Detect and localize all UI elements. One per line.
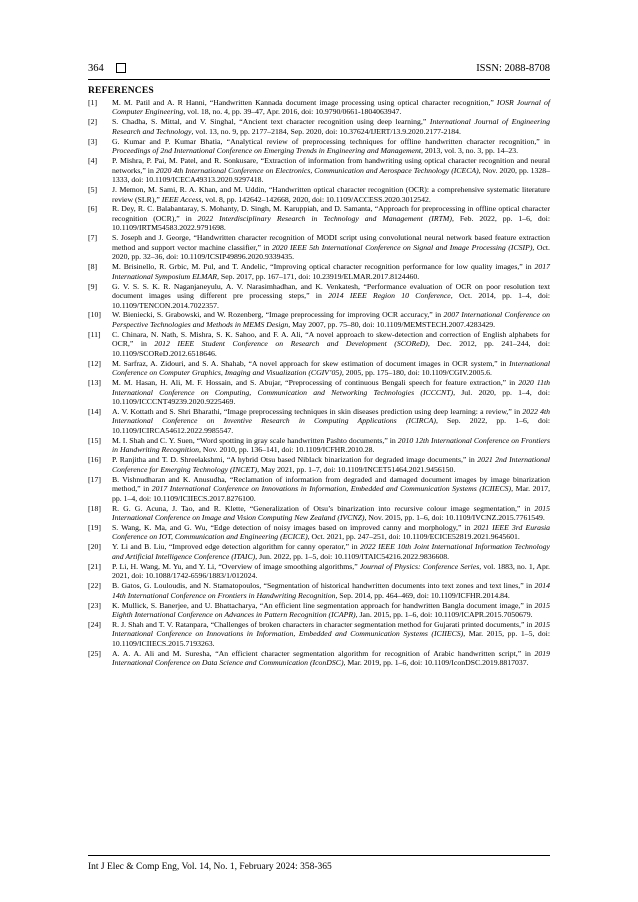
reference-number: [9] [88, 281, 98, 291]
reference-venue: 2015 International Conference on Innovations in Information, Embedded and Communication Systems (ICIIECS) [112, 619, 550, 639]
reference-venue: 2021 2nd International Conference for Emerging Technology (INCET) [112, 455, 550, 474]
reference-text [112, 562, 550, 581]
reference-details: , Oct. 2014, pp. 1–4, doi: 10.1109/TENCON.2014.7022357. [112, 291, 551, 310]
reference-details: , vol. 13, no. 9, pp. 2177–2184, Sep. 2020, doi: 10.37624/IJERT/13.9.2020.2177-2184. [191, 126, 461, 136]
reference-text [112, 620, 550, 648]
reference-text [112, 475, 550, 503]
reference-text [112, 359, 550, 378]
reference-venue: 2017 International Conference on Innovations in Information, Embedded and Communication Systems (ICIIECS) [151, 484, 512, 494]
reference-item [88, 262, 550, 281]
reference-body: S. Wang, K. Ma, and G. Wu, “Edge detection of noisy images based on improved canny and morphology,” in [112, 522, 474, 532]
reference-number: [24] [88, 619, 101, 629]
reference-details: , May 2007, pp. 75–80, doi: 10.1109/MEMSTECH.2007.4283429. [288, 319, 496, 329]
reference-venue: 2019 International Conference on Data Science and Communication (IconDSC) [112, 648, 550, 668]
reference-venue: 2020 IEEE 5th International Conference on Signal and Image Processing (ICSIP) [271, 242, 533, 252]
reference-text [112, 407, 550, 435]
reference-text [112, 581, 550, 600]
reference-details: , Jan. 2015, pp. 1–6, doi: 10.1109/ICAPR.2015.7050679. [355, 610, 533, 620]
reference-item [88, 378, 550, 406]
reference-body: R. G. G. Acuna, J. Tao, and R. Klette, “Generalization of Otsu’s binarization into recursive colour image segmentation,” in [112, 503, 535, 513]
reference-details: , Sep. 2017, pp. 167–171, doi: 10.23919/ELMAR.2017.8124460. [217, 271, 420, 281]
reference-item [88, 98, 550, 117]
reference-number: [12] [88, 358, 101, 368]
reference-text [112, 282, 550, 310]
reference-text [112, 185, 550, 204]
reference-number: [23] [88, 600, 101, 610]
reference-venue: 2020 11th International Conference on Computing, Communication and Networking Technologies (ICCCNT) [112, 378, 551, 397]
reference-text [112, 137, 550, 156]
reference-details: , Mar. 2015, pp. 1–5, doi: 10.1109/ICIIECS.2015.7193263. [112, 629, 550, 648]
reference-body: A. A. A. Ali and M. Suresha, “An efficient character segmentation algorithm for recognition of Arabic handwritten script,” in [112, 648, 535, 658]
reference-body: S. Chadha, S. Mittal, and V. Singhal, “Ancient text character recognition using deep learning,” [112, 117, 430, 127]
reference-number: [2] [88, 117, 98, 127]
reference-venue: 2014 IEEE Region 10 Conference [328, 291, 451, 301]
reference-body: B. Gatos, G. Louloudis, and N. Stamatopoulos, “Segmentation of historical handwritten documents into text zones and text lines,” in [112, 581, 535, 591]
reference-venue: 2012 IEEE Student Conference on Research and Development (SCOReD) [154, 339, 428, 349]
reference-details: , Mar. 2019, pp. 1–6, doi: 10.1109/IconDSC.2019.8817037. [343, 658, 529, 668]
reference-item [88, 137, 550, 156]
reference-venue: International Conference on Computer Graphics, Imaging and Visualization (CGIV’05) [112, 358, 550, 378]
reference-number: [14] [88, 407, 101, 416]
reference-number: [22] [88, 581, 101, 591]
reference-number: [4] [88, 156, 98, 166]
reference-number: [3] [88, 136, 98, 146]
reference-item [88, 455, 550, 474]
reference-details: , vol. 18, no. 4, pp. 39–47, Apr. 2016, doi: 10.9790/0661-1804063947. [183, 107, 402, 117]
reference-item [88, 330, 550, 358]
issn-label: ISSN: 2088-8708 [476, 62, 550, 74]
reference-venue: Journal of Physics: Conference Series [359, 561, 480, 571]
reference-venue: IOSR Journal of Computer Engineering [112, 98, 550, 117]
reference-body: P. Mishra, P. Pai, M. Patel, and R. Sonkusare, “Extraction of information from handwriting using optical character recognition and neural networks,” in [112, 156, 550, 175]
reference-details: , May 2021, pp. 1–7, doi: 10.1109/INCET51464.2021.9456150. [257, 464, 456, 474]
reference-details: , Nov. 2020, pp. 1328–1333, doi: 10.1109/ICECA49313.2020.9297418. [112, 165, 551, 185]
reference-details: , 2005, pp. 175–180, doi: 10.1109/CGIV.2005.6. [341, 368, 492, 378]
reference-venue: 2010 12th International Conference on Frontiers in Handwriting Recognition [112, 435, 550, 455]
reference-item [88, 185, 550, 204]
reference-item [88, 156, 550, 184]
reference-number: [21] [88, 561, 101, 571]
reference-body: P. Li, H. Wang, M. Yu, and Y. Li, “Overview of image smoothing algorithms,” [112, 561, 360, 571]
reference-text [112, 504, 550, 523]
reference-item [88, 117, 550, 136]
reference-text [112, 601, 550, 620]
reference-venue: 2007 International Conference on Perspective Technologies and Methods in MEMS Design [112, 310, 550, 329]
reference-body: S. Joseph and J. George, “Handwritten character recognition of MODI script using convolutional neural network based feature extraction method and support vector machine classifier,” in [112, 233, 550, 252]
reference-number: [1] [88, 98, 98, 107]
reference-body: M. Sarfraz, A. Zidouri, and S. A. Shahab, “A novel approach for skew estimation of document images in OCR system,” in [112, 358, 510, 368]
reference-body: C. Chinara, N. Nath, S. Mishra, S. K. Sahoo, and F. A. Ali, “A novel approach to skew-detection and correction of English alphabets for OCR,” in [112, 329, 550, 349]
reference-item [88, 204, 550, 232]
reference-item [88, 475, 550, 503]
reference-number: [8] [88, 262, 98, 272]
reference-item [88, 581, 550, 600]
reference-number: [18] [88, 503, 101, 513]
reference-body: R. Dey, R. C. Balabantaray, S. Mohanty, D. Singh, M. Karuppiah, and D. Samanta, “Approach for preprocessing in offline optical character recognition (OCR),” in [112, 204, 550, 223]
reference-text [112, 233, 550, 261]
reference-body: G. Kumar and P. Kumar Bhatia, “Analytical review of preprocessing techniques for offline handwritten character recognition,” in [112, 136, 550, 146]
reference-item [88, 562, 550, 581]
running-header [88, 60, 550, 76]
section-title: REFERENCES [88, 86, 154, 96]
reference-details: , Jul. 2020, pp. 1–4, doi: 10.1109/ICCCNT49239.2020.9225469. [112, 387, 550, 407]
reference-venue: International Journal of Engineering Research and Technology [112, 117, 550, 136]
reference-text [112, 436, 550, 455]
reference-venue: 2014 14th International Conference on Frontiers in Handwriting Recognition [112, 581, 550, 600]
reference-venue: 2021 IEEE 3rd Eurasia Conference on IOT, Communication and Engineering (ECICE) [112, 522, 551, 542]
reference-number: [5] [88, 185, 98, 195]
reference-number: [7] [88, 233, 98, 243]
reference-item [88, 542, 550, 561]
reference-item [88, 436, 550, 455]
reference-text [112, 523, 550, 542]
reference-venue: 2015 Eighth International Conference on Advances in Pattern Recognition (ICAPR) [112, 600, 550, 620]
journal-citation: Int J Elec & Comp Eng, Vol. 14, No. 1, February 2024: 358-365 [88, 862, 332, 872]
reference-details: , Oct. 2020, pp. 32–36, doi: 10.1109/ICSIP49896.2020.9339435. [112, 242, 550, 262]
reference-body: R. J. Shah and T. V. Ratanpara, “Challenges of broken characters in character segmentation method for Gujarati printed documents,” in [112, 619, 535, 629]
reference-item [88, 504, 550, 523]
reference-body: G. V. S. S. K. R. Naganjaneyulu, A. V. Narasimhadhan, and K. Venkatesh, “Performance evaluation of OCR on poor resolution text document images using different pre processing steps,” in [112, 281, 550, 301]
reference-item [88, 282, 550, 310]
reference-venue: IEEE Access [161, 194, 202, 204]
reference-text [112, 649, 550, 668]
reference-body: K. Mullick, S. Banerjee, and U. Bhattacharya, “An efficient line segmentation approach for handwritten Bangla document image,” in [112, 600, 535, 610]
reference-number: [25] [88, 648, 101, 658]
reference-body: M. I. Shah and C. Y. Suen, “Word spotting in gray scale handwritten Pashto documents,” in [112, 435, 398, 445]
reference-text [112, 310, 550, 329]
reference-text [112, 98, 550, 117]
reference-details: , 2013, vol. 3, no. 3, pp. 14–23. [421, 146, 519, 156]
reference-text [112, 378, 550, 406]
footer-rule [88, 855, 550, 856]
reference-number: [15] [88, 435, 101, 445]
reference-text [112, 455, 550, 474]
square-icon [116, 63, 126, 73]
reference-number: [6] [88, 204, 98, 214]
reference-text [112, 262, 550, 281]
reference-item [88, 310, 550, 329]
reference-venue: 2020 4th International Conference on Electronics, Communication and Aerospace Technology (ICECA) [155, 165, 479, 175]
reference-body: M. M. Patil and A. R Hanni, “Handwritten Kannada document image processing using optical character recognition,” [112, 98, 497, 107]
reference-number: [16] [88, 455, 101, 465]
reference-body: P. Ranjitha and T. D. Shreelakshmi, “A hybrid Otsu based Niblack binarization for degraded image documents,” in [112, 455, 478, 465]
reference-details: , Feb. 2022, pp. 1–6, doi: 10.1109/IRTM54583.2022.9791698. [112, 213, 550, 233]
reference-item [88, 649, 550, 668]
reference-list [88, 98, 550, 668]
reference-details: , Nov. 2010, pp. 136–141, doi: 10.1109/ICFHR.2010.28. [198, 445, 375, 455]
reference-details: , Dec. 2012, pp. 241–244, doi: 10.1109/SCOReD.2012.6518646. [112, 339, 550, 358]
reference-number: [17] [88, 474, 101, 484]
reference-text [112, 204, 550, 232]
reference-body: B. Vishnudharan and K. Anusudha, “Reclamation of information from degraded and damaged document images by image binarization method,” in [112, 474, 550, 494]
reference-text [112, 542, 550, 561]
reference-body: M. M. Hasan, H. Ali, M. F. Hossain, and S. Abujar, “Preprocessing of continuous Bengali speech for feature extraction,” in [112, 378, 519, 388]
reference-number: [10] [88, 310, 101, 320]
reference-details: , Nov. 2015, pp. 1–6, doi: 10.1109/IVCNZ.2015.7761549. [364, 512, 545, 522]
reference-body: M. Brisinello, R. Grbic, M. Pul, and T. Andelic, “Improving optical character recognition performance for low quality images,” in [112, 262, 535, 272]
reference-venue: 2022 IEEE 10th Joint International Information Technology and Artificial Intelligence Conference (ITAIC) [112, 542, 550, 561]
reference-details: , Mar. 2017, pp. 1–4, doi: 10.1109/ICIIECS.2017.8276100. [112, 484, 551, 503]
reference-body: Y. Li and B. Liu, “Improved edge detection algorithm for canny operator,” in [112, 542, 361, 552]
reference-item [88, 233, 550, 261]
reference-text [112, 117, 550, 136]
reference-number: [11] [88, 329, 101, 339]
reference-body: J. Memon, M. Sami, R. A. Khan, and M. Uddin, “Handwritten optical character recognition (OCR): a comprehensive systematic literature review (SLR),” [112, 185, 550, 204]
page-number: 364 [88, 62, 104, 74]
reference-details: , vol. 1883, no. 1, Apr. 2021, doi: 10.1088/1742-6596/1883/1/012024. [112, 561, 550, 581]
reference-details: , Oct. 2021, pp. 247–251, doi: 10.1109/ECICE52819.2021.9645601. [307, 532, 520, 542]
reference-text [112, 330, 550, 358]
reference-venue: 2017 International Symposium ELMAR [112, 262, 550, 281]
header-rule [88, 79, 550, 80]
reference-details: , vol. 8, pp. 142642–142668, 2020, doi: 10.1109/ACCESS.2020.3012542. [201, 194, 431, 204]
reference-number: [20] [88, 542, 101, 552]
reference-venue: 2015 International Conference on Image and Vision Computing New Zealand (IVCNZ) [112, 503, 550, 522]
reference-number: [19] [88, 522, 101, 532]
reference-venue: Proceedings of 2nd International Conference on Emerging Trends in Engineering and Management [112, 146, 422, 156]
reference-item [88, 601, 550, 620]
reference-item [88, 407, 550, 435]
reference-details: , Sep. 2014, pp. 464–469, doi: 10.1109/ICFHR.2014.84. [335, 590, 510, 600]
reference-details: , Jun. 2022, pp. 1–5, doi: 10.1109/ITAIC54216.2022.9836608. [255, 551, 450, 561]
reference-number: [13] [88, 378, 101, 388]
reference-venue: 2022 4th International Conference on Inventive Research in Computing Applications (ICIRCA) [112, 407, 550, 426]
reference-venue: 2022 Interdisciplinary Research in Technology and Management (IRTM) [197, 213, 452, 223]
reference-item [88, 620, 550, 648]
reference-details: , Sep. 2022, pp. 1–6, doi: 10.1109/ICIRCA54612.2022.9985547. [112, 416, 550, 435]
reference-item [88, 359, 550, 378]
reference-body: A. V. Kottath and S. Shri Bharathi, “Image preprocessing techniques in skin diseases prediction using deep learning: a review,” in [112, 407, 523, 416]
reference-text [112, 156, 550, 184]
reference-body: W. Bieniecki, S. Grabowski, and W. Rozenberg, “Image preprocessing for improving OCR accuracy,” in [112, 310, 444, 320]
reference-item [88, 523, 550, 542]
